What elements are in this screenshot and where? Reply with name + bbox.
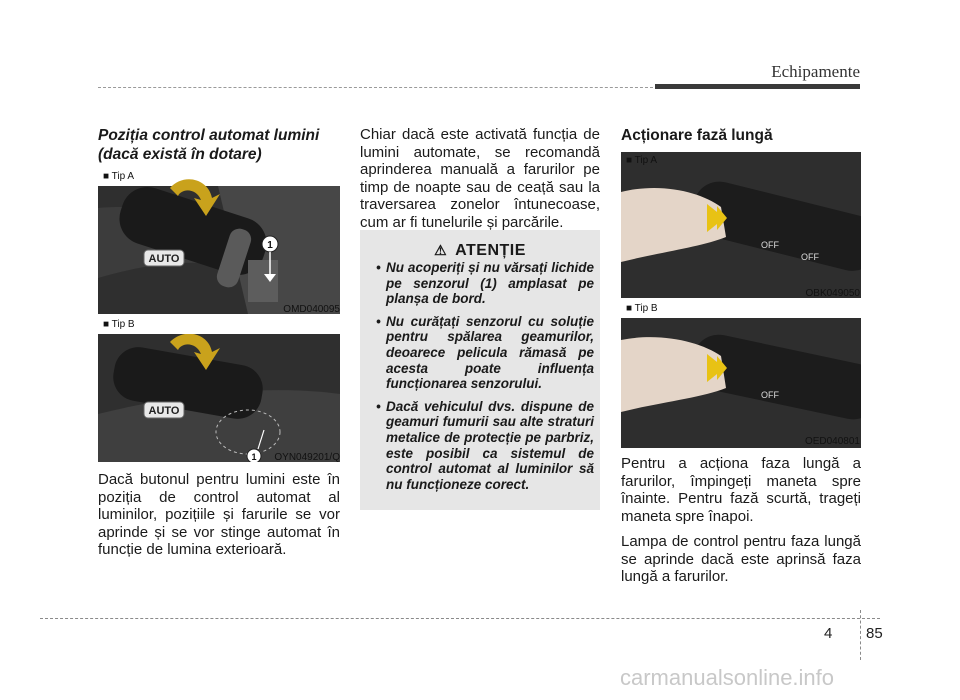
warning-box [360,230,600,510]
warning-item: • Nu curățați senzorul cu soluție pentru spălarea geamurilor, deoarece pelicula rămasă pe acesta poate influența funcționarea senzorului. [372,314,594,392]
callout-1-a: 1 [267,240,273,251]
section-title-line2: (dacă există în dotare) [98,146,262,163]
figure-a-code: OMD040095 [283,304,340,315]
page-number: 85 [866,625,883,642]
figure-high-beam-type-b [621,318,861,448]
middle-paragraph [360,126,600,239]
off-label-b: OFF [761,390,779,400]
warning-item: • Dacă vehiculul dvs. dispune de geamuri fumurii sau alte straturi metalice de protecție pe parbriz, este posibil ca sistemul de control automat al luminilor să nu funcționeze corect. [372,399,594,493]
header-divider [98,87,653,88]
high-beam-operation: Pentru a acționa faza lungă a farurilor, împingeți maneta spre înainte. Pentru fază scurtă, trageți maneta spre înapoi. [621,455,861,525]
section-title-line1: Poziția control automat lumini [98,127,320,144]
figure-b-tag: ■ Tip B [103,319,135,330]
auto-label-b: AUTO [148,405,180,417]
callout-1-b: 1 [251,452,257,462]
off-label-a2: OFF [801,252,819,262]
warning-title: ATENȚIE [455,242,526,259]
figure-c-tag: ■ Tip A [626,155,658,166]
chapter-number: 4 [824,625,833,642]
warning-list [372,260,594,499]
warning-triangle-icon: ⚠ [434,242,448,258]
auto-light-description: Dacă butonul pentru lumini este în poziția de control automat al luminilor, pozițiile și farurile se vor aprinde și se vor stinge automat în funcție de lumina exterioară. [98,471,340,558]
figure-auto-light-type-b [98,334,340,462]
left-paragraph [98,471,340,567]
figure-high-beam-type-a [621,152,861,298]
auto-label-a: AUTO [148,253,180,265]
warning-heading [360,242,600,260]
section-title-high-beam: Acționare fază lungă [621,127,773,144]
footer-vertical-divider [860,610,861,660]
figure-d-tag: ■ Tip B [626,303,658,314]
right-paragraphs [621,455,861,594]
footer-divider [40,618,880,619]
running-header-title: Echipamente [771,62,860,81]
header-bar [655,84,860,89]
figure-c-code: OBK049050 [805,288,860,299]
figure-auto-light-type-a [98,168,340,314]
high-beam-indicator: Lampa de control pentru faza lungă se aprinde dacă este aprinsă faza lungă a farurilor. [621,533,861,585]
auto-light-recommendation: Chiar dacă este activată funcția de lumini automate, se recomandă aprinderea manuală a farurilor pe timp de noapte sau de ceață sau la traversarea zonelor întunecoase, cum ar fi tunelurile și parcările. [360,126,600,231]
figure-d-code: OED040801 [804,436,860,447]
warning-item: • Nu acoperiți și nu vărsați lichide pe senzorul (1) amplasat pe planșa de bord. [372,260,594,307]
off-label-a: OFF [761,240,779,250]
figure-a-tag: ■ Tip A [103,171,135,182]
watermark: carmanualsonline.info [620,665,835,690]
section-title-auto-light [98,126,343,164]
figure-b-code: OYN049201/Q [274,452,340,463]
